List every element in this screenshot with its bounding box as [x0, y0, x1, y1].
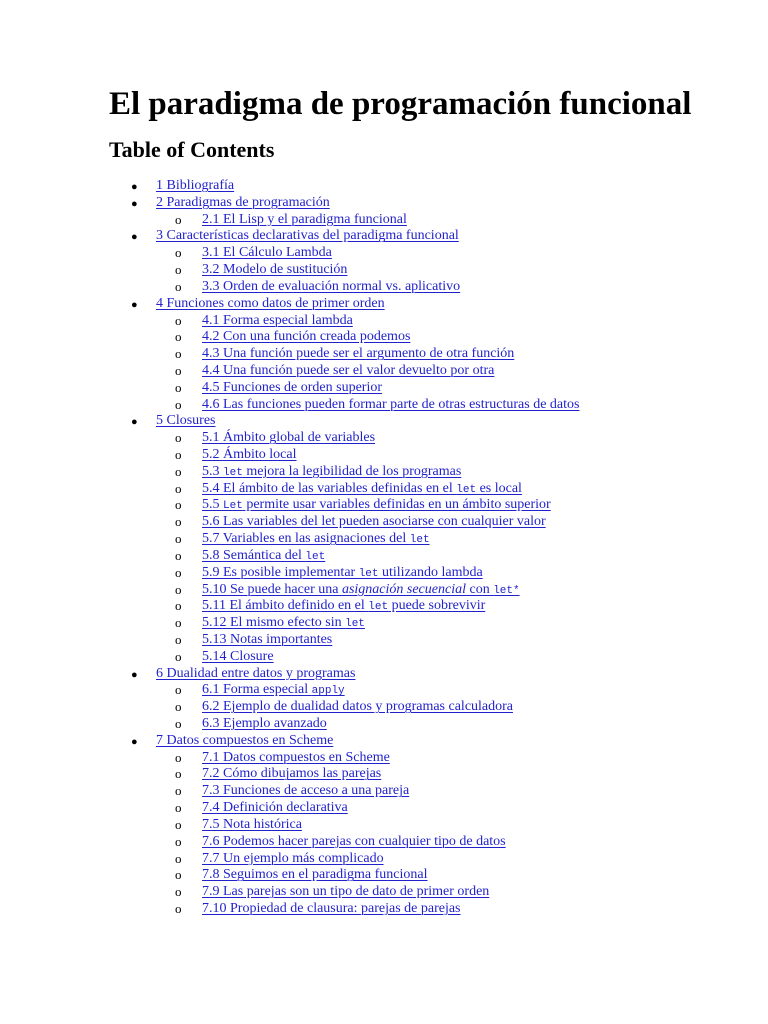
toc-subsection-item [0, 867, 768, 884]
link-text: 4.1 Forma especial lambda [202, 312, 353, 328]
toc-subsection-item [0, 632, 768, 649]
code-keyword: apply [311, 685, 345, 698]
toc-link[interactable] [202, 851, 384, 868]
toc-subsection-item [0, 262, 768, 279]
link-text: 3 Características declarativas del paradigma funcional [156, 228, 459, 244]
link-text: puede sobrevivir [388, 598, 486, 614]
link-text: 7.7 Un ejemplo más complicado [202, 850, 384, 866]
bullet-circle-icon: o [175, 900, 182, 916]
toc-link[interactable] [202, 262, 347, 279]
toc-link[interactable] [202, 783, 409, 800]
link-text: 5.14 Closure [202, 648, 274, 664]
bullet-circle-icon: o [175, 329, 182, 345]
bullet-circle-icon: o [175, 346, 182, 362]
link-text: 7.10 Propiedad de clausura: parejas de parejas [202, 900, 461, 916]
toc-link[interactable] [202, 867, 428, 884]
toc-subsection-item [0, 329, 768, 346]
link-text: 7.6 Podemos hacer parejas con cualquier tipo de datos [202, 833, 506, 849]
link-text: 3.3 Orden de evaluación normal vs. aplicativo [202, 278, 461, 294]
bullet-circle-icon: o [175, 766, 182, 782]
code-keyword: Let [223, 500, 243, 513]
link-text: 4.6 Las funciones pueden formar parte de otras estructuras de datos [202, 396, 580, 412]
toc-subsection-item [0, 699, 768, 716]
table-of-contents [0, 178, 768, 918]
toc-subsection-item [0, 834, 768, 851]
toc-link[interactable] [156, 178, 234, 195]
bullet-circle-icon: o [175, 749, 182, 765]
link-text: 7.9 Las parejas son un tipo de dato de primer orden [202, 884, 490, 900]
toc-subsection-item [0, 397, 768, 414]
bullet-disc-icon: ● [131, 668, 138, 681]
toc-link[interactable] [202, 363, 494, 380]
toc-section-item [0, 296, 768, 313]
bullet-circle-icon: o [175, 716, 182, 731]
link-text: 5 Closures [156, 413, 216, 429]
bullet-disc-icon: ● [131, 231, 138, 244]
bullet-circle-icon: o [175, 312, 182, 328]
toc-subsection-item [0, 901, 768, 918]
code-keyword: let [305, 550, 326, 563]
bullet-circle-icon: o [175, 867, 182, 883]
bullet-disc-icon: ● [131, 181, 138, 193]
bullet-circle-icon: o [175, 800, 182, 816]
bullet-circle-icon: o [175, 278, 182, 294]
link-text: permite usar variables definidas en un ámbito superior [242, 497, 551, 513]
toc-link[interactable] [202, 632, 332, 649]
link-text: 4.4 Una función puede ser el valor devuelto por otra [202, 362, 495, 378]
link-text: 7.4 Definición declarativa [202, 800, 348, 816]
bullet-circle-icon: o [175, 463, 182, 479]
toc-link[interactable] [202, 766, 381, 783]
toc-subsection-item [0, 514, 768, 531]
toc-link[interactable] [156, 413, 216, 430]
toc-link[interactable] [202, 582, 520, 600]
toc-link[interactable] [202, 548, 325, 566]
link-text: 4.2 Con una función creada podemos [202, 329, 411, 345]
link-text: 7 Datos compuestos en Scheme [156, 732, 334, 748]
bullet-circle-icon: o [175, 396, 182, 412]
link-text: 5.12 El mismo efecto sin [202, 615, 346, 631]
toc-link[interactable] [202, 817, 302, 834]
link-text: 1 Bibliografía [156, 178, 235, 193]
bullet-disc-icon: ● [131, 735, 138, 748]
toc-link[interactable] [202, 329, 410, 346]
code-keyword: let [409, 534, 430, 547]
link-text: 6.1 Forma especial [202, 682, 312, 698]
link-text: 5.11 El ámbito definido en el [202, 598, 369, 614]
bullet-circle-icon: o [175, 648, 182, 664]
bullet-circle-icon: o [175, 581, 182, 597]
toc-subsection-item [0, 800, 768, 817]
toc-link[interactable] [156, 666, 355, 683]
toc-link[interactable] [202, 430, 375, 447]
toc-subsection-item [0, 548, 768, 565]
bullet-circle-icon: o [175, 850, 182, 866]
toc-link[interactable] [202, 682, 345, 700]
toc-section-item [0, 666, 768, 683]
toc-link[interactable] [202, 716, 327, 733]
toc-link[interactable] [202, 531, 430, 549]
toc-subsection-item [0, 481, 768, 498]
bullet-disc-icon: ● [131, 197, 138, 210]
toc-link[interactable] [156, 195, 330, 212]
bullet-circle-icon: o [175, 379, 182, 395]
bullet-circle-icon: o [175, 631, 182, 647]
code-keyword: let [223, 466, 243, 479]
bullet-circle-icon: o [175, 783, 182, 799]
link-text: 2 Paradigmas de programación [156, 194, 330, 210]
toc-section-item [0, 413, 768, 430]
toc-section-item [0, 228, 768, 245]
bullet-circle-icon: o [175, 447, 182, 462]
link-text: 5.13 Notas importantes [202, 631, 333, 647]
code-keyword: let [358, 567, 379, 580]
code-keyword: let [345, 618, 365, 631]
toc-link[interactable] [202, 497, 551, 515]
toc-subsection-item [0, 750, 768, 767]
bullet-circle-icon: o [175, 430, 182, 446]
toc-link[interactable] [202, 279, 460, 296]
toc-subsection-item [0, 531, 768, 548]
bullet-circle-icon: o [175, 564, 182, 580]
toc-subsection-item [0, 766, 768, 783]
toc-subsection-item [0, 783, 768, 800]
toc-subsection-item [0, 884, 768, 901]
toc-subsection-item [0, 851, 768, 868]
code-keyword: let* [493, 584, 520, 597]
link-text: utilizando lambda [378, 564, 483, 580]
link-text: 5.1 Ámbito global de variables [202, 430, 376, 446]
link-text: 4.3 Una función puede ser el argumento de otra función [202, 346, 515, 362]
bullet-circle-icon: o [175, 480, 182, 496]
bullet-disc-icon: ● [131, 416, 138, 429]
toc-link[interactable] [202, 800, 348, 817]
toc-subsection-item [0, 430, 768, 447]
link-text: 5.4 El ámbito de las variables definidas en el [202, 480, 457, 496]
bullet-circle-icon: o [175, 833, 182, 849]
link-text: 4 Funciones como datos de primer orden [156, 295, 385, 311]
bullet-circle-icon: o [175, 598, 182, 614]
toc-subsection-item [0, 582, 768, 599]
bullet-circle-icon: o [175, 816, 182, 832]
toc-link[interactable] [202, 464, 461, 482]
link-text: mejora la legibilidad de los programas [242, 463, 462, 479]
bullet-circle-icon: o [175, 211, 182, 227]
toc-subsection-item [0, 245, 768, 262]
link-text: 3.2 Modelo de sustitución [202, 262, 348, 278]
link-text: 5.3 [202, 463, 223, 479]
toc-link[interactable] [202, 245, 332, 262]
toc-link[interactable] [202, 598, 485, 616]
link-text: 6.2 Ejemplo de dualidad datos y programas calculadora [202, 699, 514, 715]
toc-link[interactable] [202, 901, 461, 918]
toc-link[interactable] [202, 313, 353, 330]
bullet-disc-icon: ● [131, 298, 138, 311]
toc-subsection-item [0, 497, 768, 514]
toc-link[interactable] [202, 834, 506, 851]
link-text: es local [476, 480, 522, 496]
link-text: 7.2 Cómo dibujamos las parejas [202, 766, 382, 782]
toc-link[interactable] [202, 397, 579, 414]
toc-link[interactable] [156, 296, 385, 313]
bullet-circle-icon: o [175, 682, 182, 698]
bullet-circle-icon: o [175, 514, 182, 530]
bullet-circle-icon: o [175, 362, 182, 378]
toc-link[interactable] [156, 228, 459, 245]
toc-link[interactable] [202, 565, 483, 583]
link-text: 7.5 Nota histórica [202, 816, 302, 832]
toc-link[interactable] [202, 481, 522, 499]
bullet-circle-icon: o [175, 262, 182, 278]
link-text: con [465, 581, 494, 597]
toc-subsection-item [0, 380, 768, 397]
toc-subsection-item [0, 716, 768, 733]
link-text: 6 Dualidad entre datos y programas [156, 665, 356, 681]
toc-link[interactable] [202, 699, 513, 716]
toc-subsection-item [0, 363, 768, 380]
bullet-circle-icon: o [175, 531, 182, 547]
page-title: El paradigma de programación funcional [109, 86, 692, 122]
toc-subsection-item [0, 817, 768, 834]
toc-subsection-item [0, 346, 768, 363]
code-keyword: let [368, 601, 389, 614]
link-text: 5.7 Variables en las asignaciones del [202, 531, 410, 547]
link-text: 5.9 Es posible implementar [202, 564, 359, 580]
link-text: 7.8 Seguimos en el paradigma funcional [202, 867, 428, 883]
toc-subsection-item [0, 279, 768, 296]
toc-subsection-item [0, 464, 768, 481]
toc-heading: Table of Contents [109, 137, 275, 162]
toc-subsection-item [0, 313, 768, 330]
link-text: 5.6 Las variables del let pueden asociarse con cualquier valor [202, 514, 546, 530]
code-keyword: let [456, 483, 477, 496]
toc-link[interactable] [202, 212, 407, 229]
toc-subsection-item [0, 615, 768, 632]
toc-subsection-item [0, 447, 768, 464]
toc-subsection-item [0, 649, 768, 666]
bullet-circle-icon: o [175, 699, 182, 715]
link-text: 5.2 Ámbito local [202, 447, 297, 462]
bullet-circle-icon: o [175, 615, 182, 631]
toc-link[interactable] [202, 447, 297, 464]
toc-subsection-item [0, 598, 768, 615]
toc-subsection-item [0, 682, 768, 699]
link-text: 5.8 Semántica del [202, 547, 306, 563]
link-text: 4.5 Funciones de orden superior [202, 379, 383, 395]
toc-section-item [0, 195, 768, 212]
bullet-circle-icon: o [175, 547, 182, 563]
link-text: 7.1 Datos compuestos en Scheme [202, 749, 390, 765]
toc-link[interactable] [202, 750, 390, 767]
bullet-circle-icon: o [175, 884, 182, 900]
link-text: 7.3 Funciones de acceso a una pareja [202, 783, 410, 799]
bullet-circle-icon: o [175, 245, 182, 261]
link-text: 2.1 El Lisp y el paradigma funcional [202, 211, 407, 227]
toc-section-item [0, 733, 768, 750]
toc-link[interactable] [202, 649, 274, 666]
toc-link[interactable] [156, 733, 333, 750]
toc-section-item [0, 178, 768, 195]
link-text: 6.3 Ejemplo avanzado [202, 716, 327, 731]
link-text: 3.1 El Cálculo Lambda [202, 245, 332, 261]
toc-link[interactable] [202, 514, 546, 531]
toc-link[interactable] [202, 884, 489, 901]
link-text: 5.10 Se puede hacer una [202, 581, 342, 597]
toc-subsection-item [0, 212, 768, 229]
toc-link[interactable] [202, 346, 514, 363]
toc-link[interactable] [202, 380, 382, 397]
toc-subsection-item [0, 565, 768, 582]
toc-link[interactable] [202, 615, 365, 633]
emphasized-text: asignación secuencial [341, 581, 466, 597]
bullet-circle-icon: o [175, 497, 182, 513]
link-text: 5.5 [202, 497, 223, 513]
